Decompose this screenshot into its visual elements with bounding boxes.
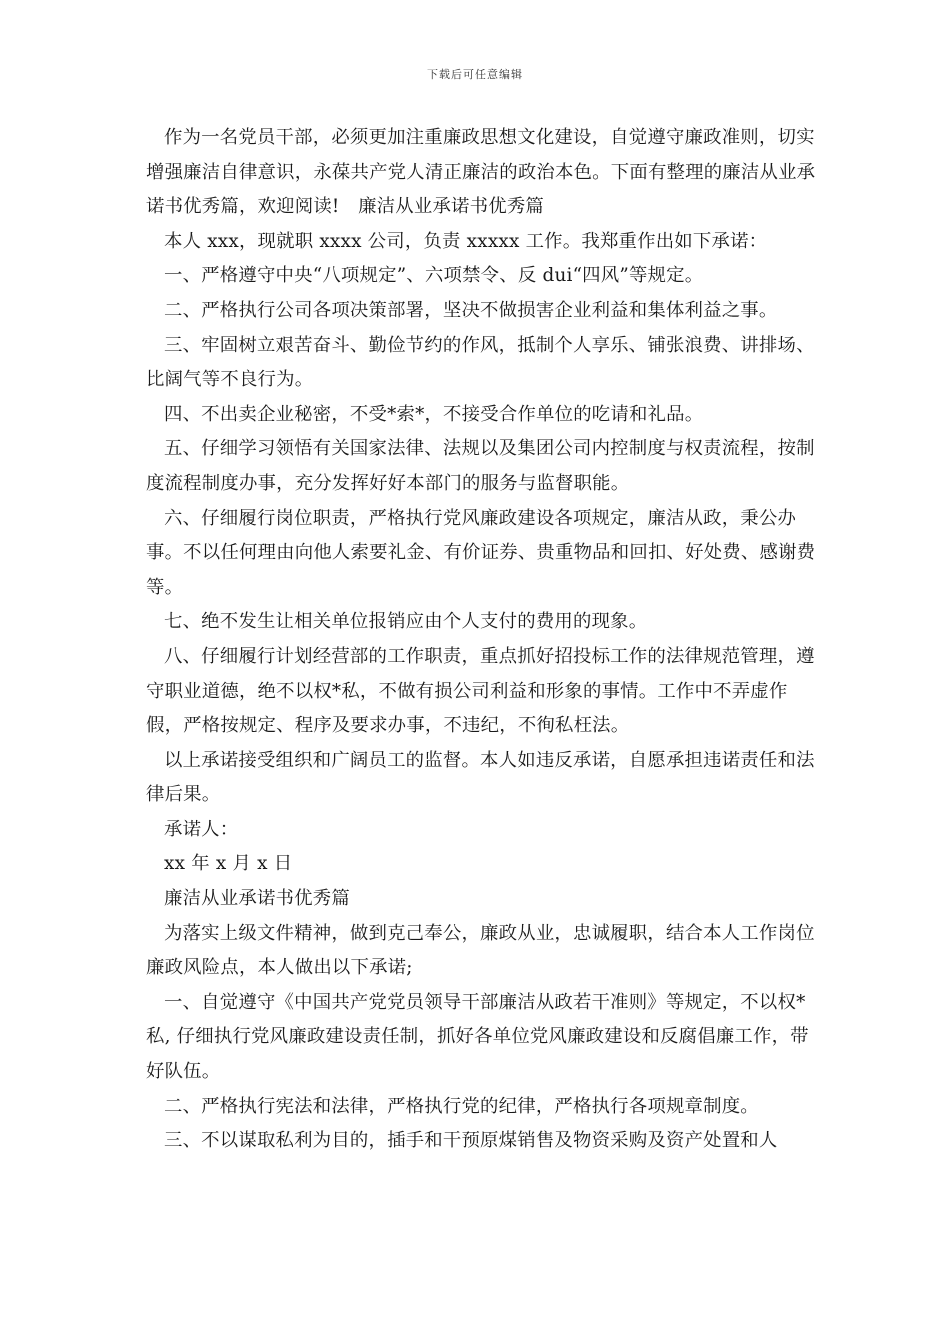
paragraph-pledge-7: 七、绝不发生让相关单位报销应由个人支付的费用的现象。 (164, 611, 648, 633)
paragraph-pledge-1: 一、严格遵守中央“八项规定”、六项禁令、反 dui“四风”等规定。 (164, 265, 704, 287)
signature-date: xx 年 x 月 x 日 (164, 853, 293, 875)
page-header-note: 下载后可任意编辑 (427, 68, 523, 81)
paragraph-pledge-4: 四、不出卖企业秘密，不受*索*，不接受合作单位的吃请和礼品。 (164, 403, 704, 425)
paragraph-pledge-5: 五、仔细学习领悟有关国家法律、法规以及集团公司内控制度与权责流程，按制度流程制度办事，充分发挥好好本部门的服务与监督职能。 (146, 438, 815, 494)
paragraph-second-pledge-3: 三、不以谋取私利为目的，插手和干预原煤销售及物资采购及资产处置和人 (164, 1130, 778, 1152)
section-title: 廉洁从业承诺书优秀篇 (164, 888, 350, 910)
paragraph-pledge-6: 六、仔细履行岗位职责，严格执行党风廉政建设各项规定，廉洁从政，秉公办事。不以任何理由向他人索要礼金、有价证券、贵重物品和回扣、好处费、感谢费等。 (146, 507, 816, 598)
paragraph-second-pledge-1: 一、自觉遵守《中国共产党党员领导干部廉洁从政若干准则》等规定，不以权*私, 仔细执行党风廉政建设责任制，抓好各单位党风廉政建设和反腐倡廉工作，带好队伍。 (146, 991, 809, 1083)
signature-label: 承诺人： (164, 818, 239, 840)
paragraph-statement: 本人 xxx，现就职 xxxx 公司，负责 xxxxx 工作。我郑重作出如下承诺： (164, 230, 768, 252)
paragraph-intro: 作为一名党员干部，必须更加注重廉政思想文化建设，自觉遵守廉政准则，切实增强廉洁自律意识，永葆共产党人清正廉洁的政治本色。下面有整理的廉洁从业承诺书优秀篇，欢迎阅读! 廉洁从业承诺书优秀篇 (146, 127, 816, 218)
paragraph-supervision: 以上承诺接受组织和广阔员工的监督。本人如违反承诺，自愿承担违诺责任和法律后果。 (146, 749, 815, 806)
document-body (146, 121, 822, 1159)
paragraph-second-pledge-2: 二、严格执行宪法和法律，严格执行党的纪律，严格执行各项规章制度。 (164, 1095, 759, 1117)
paragraph-pledge-2: 二、严格执行公司各项决策部署，坚决不做损害企业利益和集体利益之事。 (164, 299, 778, 321)
paragraph-second-intro: 为落实上级文件精神，做到克己奉公，廉政从业，忠诚履职，结合本人工作岗位廉政风险点，本人做出以下承诺; (146, 922, 815, 979)
paragraph-pledge-3: 三、牢固树立艰苦奋斗、勤俭节约的作风，抵制个人享乐、铺张浪费、讲排场、比阔气等不良行为。 (146, 334, 815, 391)
paragraph-pledge-8: 八、仔细履行计划经营部的工作职责，重点抓好招投标工作的法律规范管理，遵守职业道德，绝不以权*私，不做有损公司利益和形象的事情。工作中不弄虚作假，严格按规定、程序及要求办事，不违纪，不徇私枉法。 (146, 645, 815, 737)
